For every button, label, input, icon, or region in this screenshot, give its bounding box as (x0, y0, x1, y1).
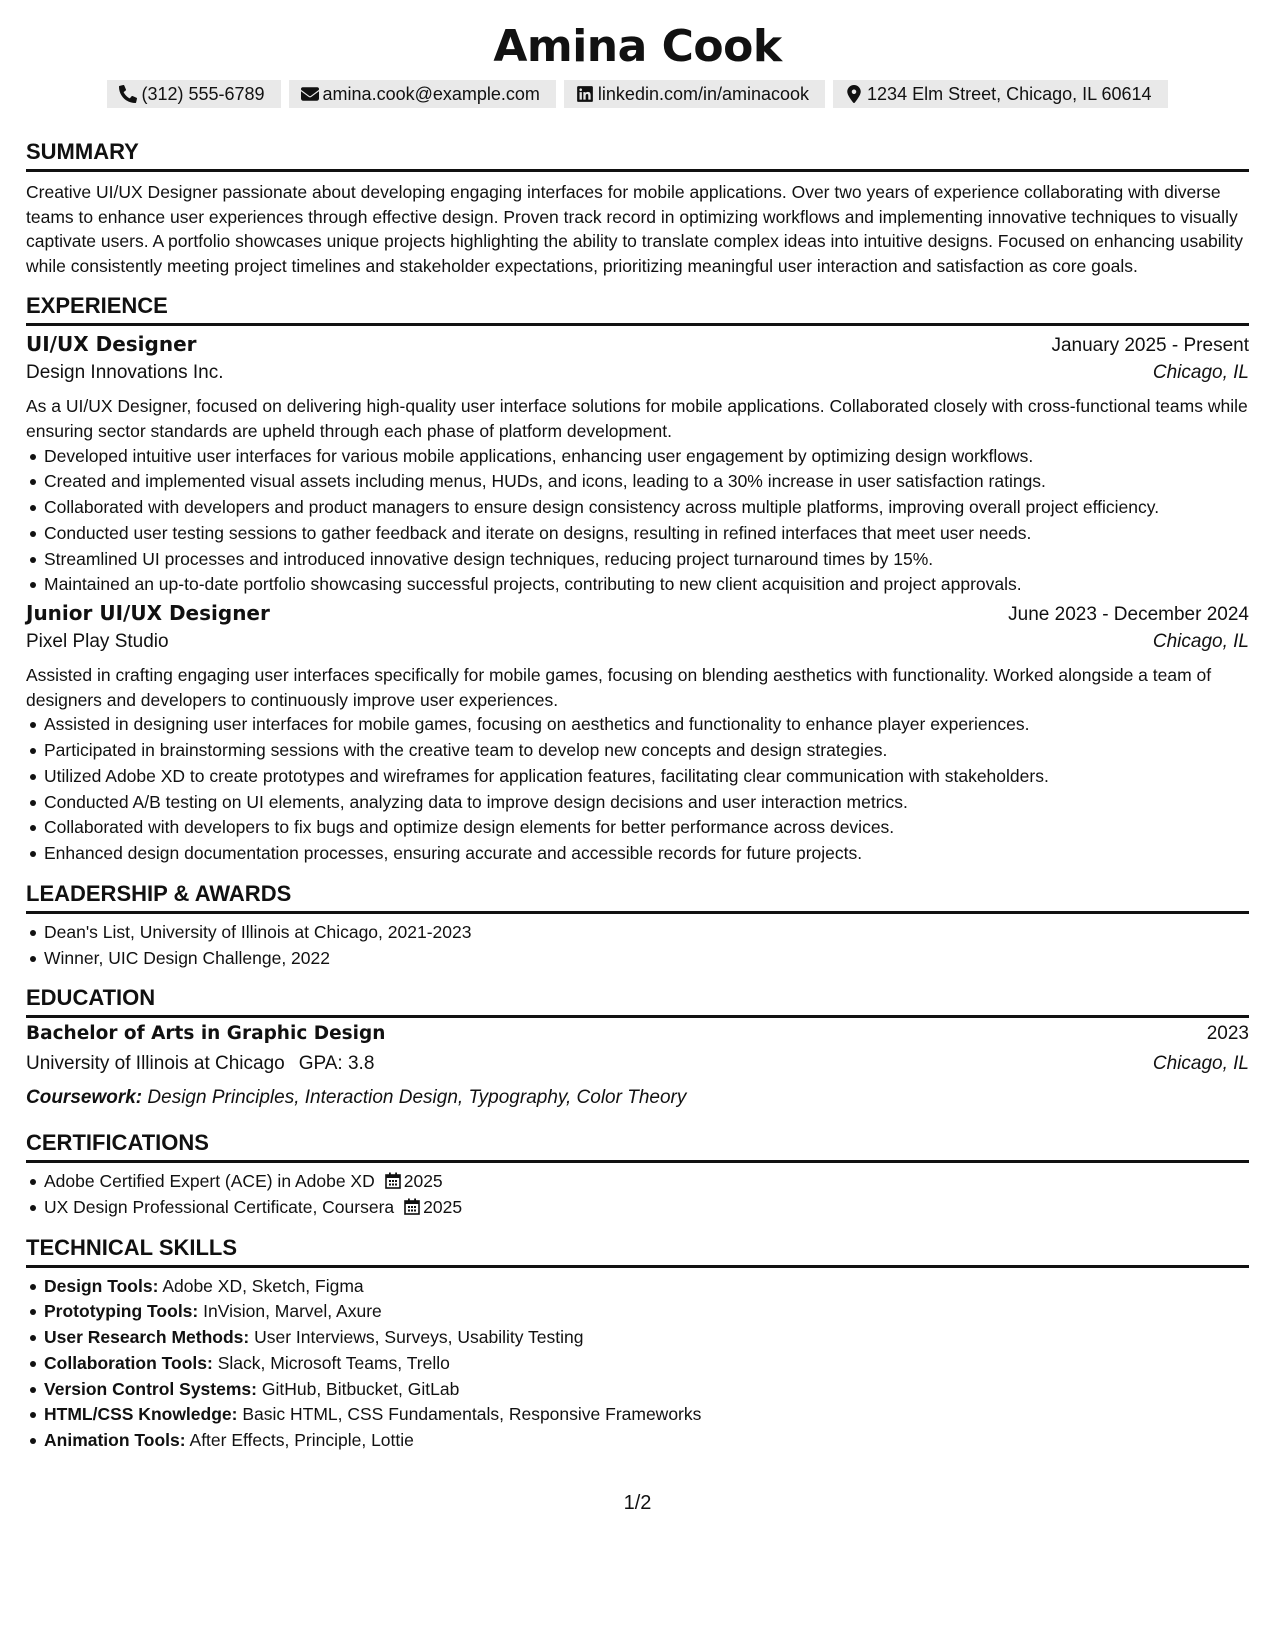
list-item (44, 1169, 1249, 1194)
summary-text: Creative UI/UX Designer passionate about developing engaging interfaces for mobile applications. Over two years of experience collaborating with diverse teams to enhance user experiences through effective design. Proven track record in optimizing workflows and implementing innovative techniques to visually captivate users. A portfolio showcases unique projects highlighting the ability to translate complex ideas into intuitive designs. Focused on enhancing usability while consistently meeting project timelines and stakeholder expectations, prioritizing meaningful user interaction and satisfaction as core goals. (26, 182, 1243, 276)
education-heading: EDUCATION (26, 984, 1249, 1018)
list-item: Collaborated with developers to fix bugs and optimize design elements for better performance across devices. (44, 815, 1249, 840)
calendar-icon (385, 1172, 401, 1189)
map-pin-icon (845, 85, 863, 103)
calendar-icon (404, 1198, 420, 1215)
company-name: Pixel Play Studio (26, 631, 169, 653)
linkedin-icon (576, 85, 594, 103)
skills-heading: TECHNICAL SKILLS (26, 1234, 1249, 1268)
job-location: Chicago, IL (1152, 631, 1249, 653)
list-item (44, 1351, 1249, 1376)
list-item: Conducted A/B testing on UI elements, analyzing data to improve design decisions and user interaction metrics. (44, 790, 1249, 815)
job-location: Chicago, IL (1152, 362, 1249, 384)
candidate-name: Amina Cook (493, 21, 782, 72)
list-item: Created and implemented visual assets including menus, HUDs, and icons, leading to a 30% increase in user satisfaction ratings. (44, 469, 1249, 494)
gpa: GPA: 3.8 (298, 1053, 375, 1075)
list-item (44, 1428, 1249, 1453)
degree-title: Bachelor of Arts in Graphic Design (26, 1023, 386, 1045)
list-item: Collaborated with developers and product managers to ensure design consistency across multiple platforms, improving overall project efficiency. (44, 495, 1249, 520)
skill-value: After Effects, Principle, Lottie (189, 1430, 414, 1451)
phone-icon (119, 85, 137, 103)
list-item: Dean's List, University of Illinois at Chicago, 2021-2023 (44, 920, 1249, 945)
linkedin-text: linkedin.com/in/aminacook (597, 83, 810, 104)
certifications-heading: CERTIFICATIONS (26, 1129, 1249, 1163)
resume-page (26, 18, 1249, 1454)
list-item (44, 1402, 1249, 1427)
address-text: 1234 Elm Street, Chicago, IL 60614 (867, 83, 1152, 104)
phone-text: (312) 555-6789 (141, 83, 265, 104)
list-item: Winner, UIC Design Challenge, 2022 (44, 946, 1249, 971)
skill-value: Slack, Microsoft Teams, Trello (217, 1352, 450, 1373)
job-entry (26, 332, 1249, 597)
leadership-heading: LEADERSHIP & AWARDS (26, 880, 1249, 914)
experience-section (26, 292, 1249, 865)
job-bullets (26, 444, 1249, 598)
coursework-label: Coursework: (26, 1087, 143, 1109)
skill-value: Adobe XD, Sketch, Figma (162, 1275, 364, 1296)
list-item: Utilized Adobe XD to create prototypes and wireframes for application features, facilitating clear communication with stakeholders. (44, 764, 1249, 789)
list-item: Assisted in designing user interfaces for mobile games, focusing on aesthetics and functionality to enhance player experiences. (44, 712, 1249, 737)
certifications-list (26, 1169, 1249, 1219)
list-item (44, 1377, 1249, 1402)
job-bullets (26, 712, 1249, 866)
contact-linkedin[interactable] (564, 80, 825, 108)
skills-section (26, 1234, 1249, 1453)
job-title: UI/UX Designer (26, 332, 197, 357)
skill-value: GitHub, Bitbucket, GitLab (261, 1378, 460, 1399)
company-name: Design Innovations Inc. (26, 362, 224, 384)
coursework (26, 1083, 1249, 1113)
list-item (44, 1274, 1249, 1299)
cert-name: Adobe Certified Expert (ACE) in Adobe XD (44, 1171, 375, 1192)
contact-bar (26, 80, 1249, 108)
list-item: Maintained an up-to-date portfolio showcasing successful projects, contributing to new client acquisition and project approvals. (44, 572, 1249, 597)
skill-value: User Interviews, Surveys, Usability Testing (254, 1327, 584, 1348)
graduation-year: 2023 (1206, 1023, 1249, 1045)
cert-year: 2025 (403, 1171, 443, 1192)
skill-label: User Research Methods: (44, 1327, 250, 1348)
job-title: Junior UI/UX Designer (26, 601, 270, 626)
list-item: Participated in brainstorming sessions with the creative team to develop new concepts and design strategies. (44, 738, 1249, 763)
job-description: As a UI/UX Designer, focused on delivering high-quality user interface solutions for mobile applications. Collaborated closely with cross-functional teams while ensuring sector standards are upheld through each phase of platform development. (26, 396, 1248, 441)
skill-label: Version Control Systems: (44, 1378, 257, 1399)
list-item: Conducted user testing sessions to gather feedback and iterate on designs, resulting in refined interfaces that meet user needs. (44, 521, 1249, 546)
contact-email[interactable] (289, 80, 556, 108)
email-text: amina.cook@example.com (322, 83, 540, 104)
cert-name: UX Design Professional Certificate, Coursera (44, 1196, 395, 1217)
job-dates: June 2023 - December 2024 (1008, 604, 1249, 626)
skill-value: Basic HTML, CSS Fundamentals, Responsive Frameworks (242, 1404, 702, 1425)
job-description: Assisted in crafting engaging user interfaces specifically for mobile games, focusing on blending aesthetics with functionality. Worked alongside a team of designers and developers to continuously improve user experiences. (26, 665, 1212, 710)
page-number: 1/2 (623, 1492, 652, 1514)
list-item: Developed intuitive user interfaces for various mobile applications, enhancing user engagement by optimizing design workflows. (44, 444, 1249, 469)
coursework-list: Design Principles, Interaction Design, Typography, Color Theory (147, 1087, 687, 1109)
job-entry (26, 601, 1249, 866)
school-location: Chicago, IL (1152, 1053, 1249, 1075)
skill-label: Prototyping Tools: (44, 1301, 199, 1322)
contact-phone[interactable] (107, 80, 280, 108)
job-dates: January 2025 - Present (1051, 335, 1249, 357)
skill-label: Collaboration Tools: (44, 1352, 213, 1373)
list-item (44, 1325, 1249, 1350)
skills-list (26, 1274, 1249, 1453)
list-item (44, 1299, 1249, 1324)
summary-section (26, 138, 1249, 278)
school-name: University of Illinois at Chicago (26, 1053, 285, 1075)
cert-year: 2025 (423, 1196, 463, 1217)
leadership-list (26, 920, 1249, 970)
certifications-section (26, 1129, 1249, 1219)
skill-label: Design Tools: (44, 1275, 159, 1296)
summary-heading: SUMMARY (26, 138, 1249, 172)
skill-label: Animation Tools: (44, 1430, 186, 1451)
list-item: Streamlined UI processes and introduced innovative design techniques, reducing project turnaround times by 15%. (44, 547, 1249, 572)
experience-heading: EXPERIENCE (26, 292, 1249, 326)
leadership-section (26, 880, 1249, 970)
skill-label: HTML/CSS Knowledge: (44, 1404, 238, 1425)
education-section (26, 984, 1249, 1113)
envelope-icon (301, 85, 319, 103)
skill-value: InVision, Marvel, Axure (203, 1301, 382, 1322)
list-item (44, 1195, 1249, 1220)
contact-address (833, 80, 1168, 108)
list-item: Enhanced design documentation processes, ensuring accurate and accessible records for future projects. (44, 841, 1249, 866)
